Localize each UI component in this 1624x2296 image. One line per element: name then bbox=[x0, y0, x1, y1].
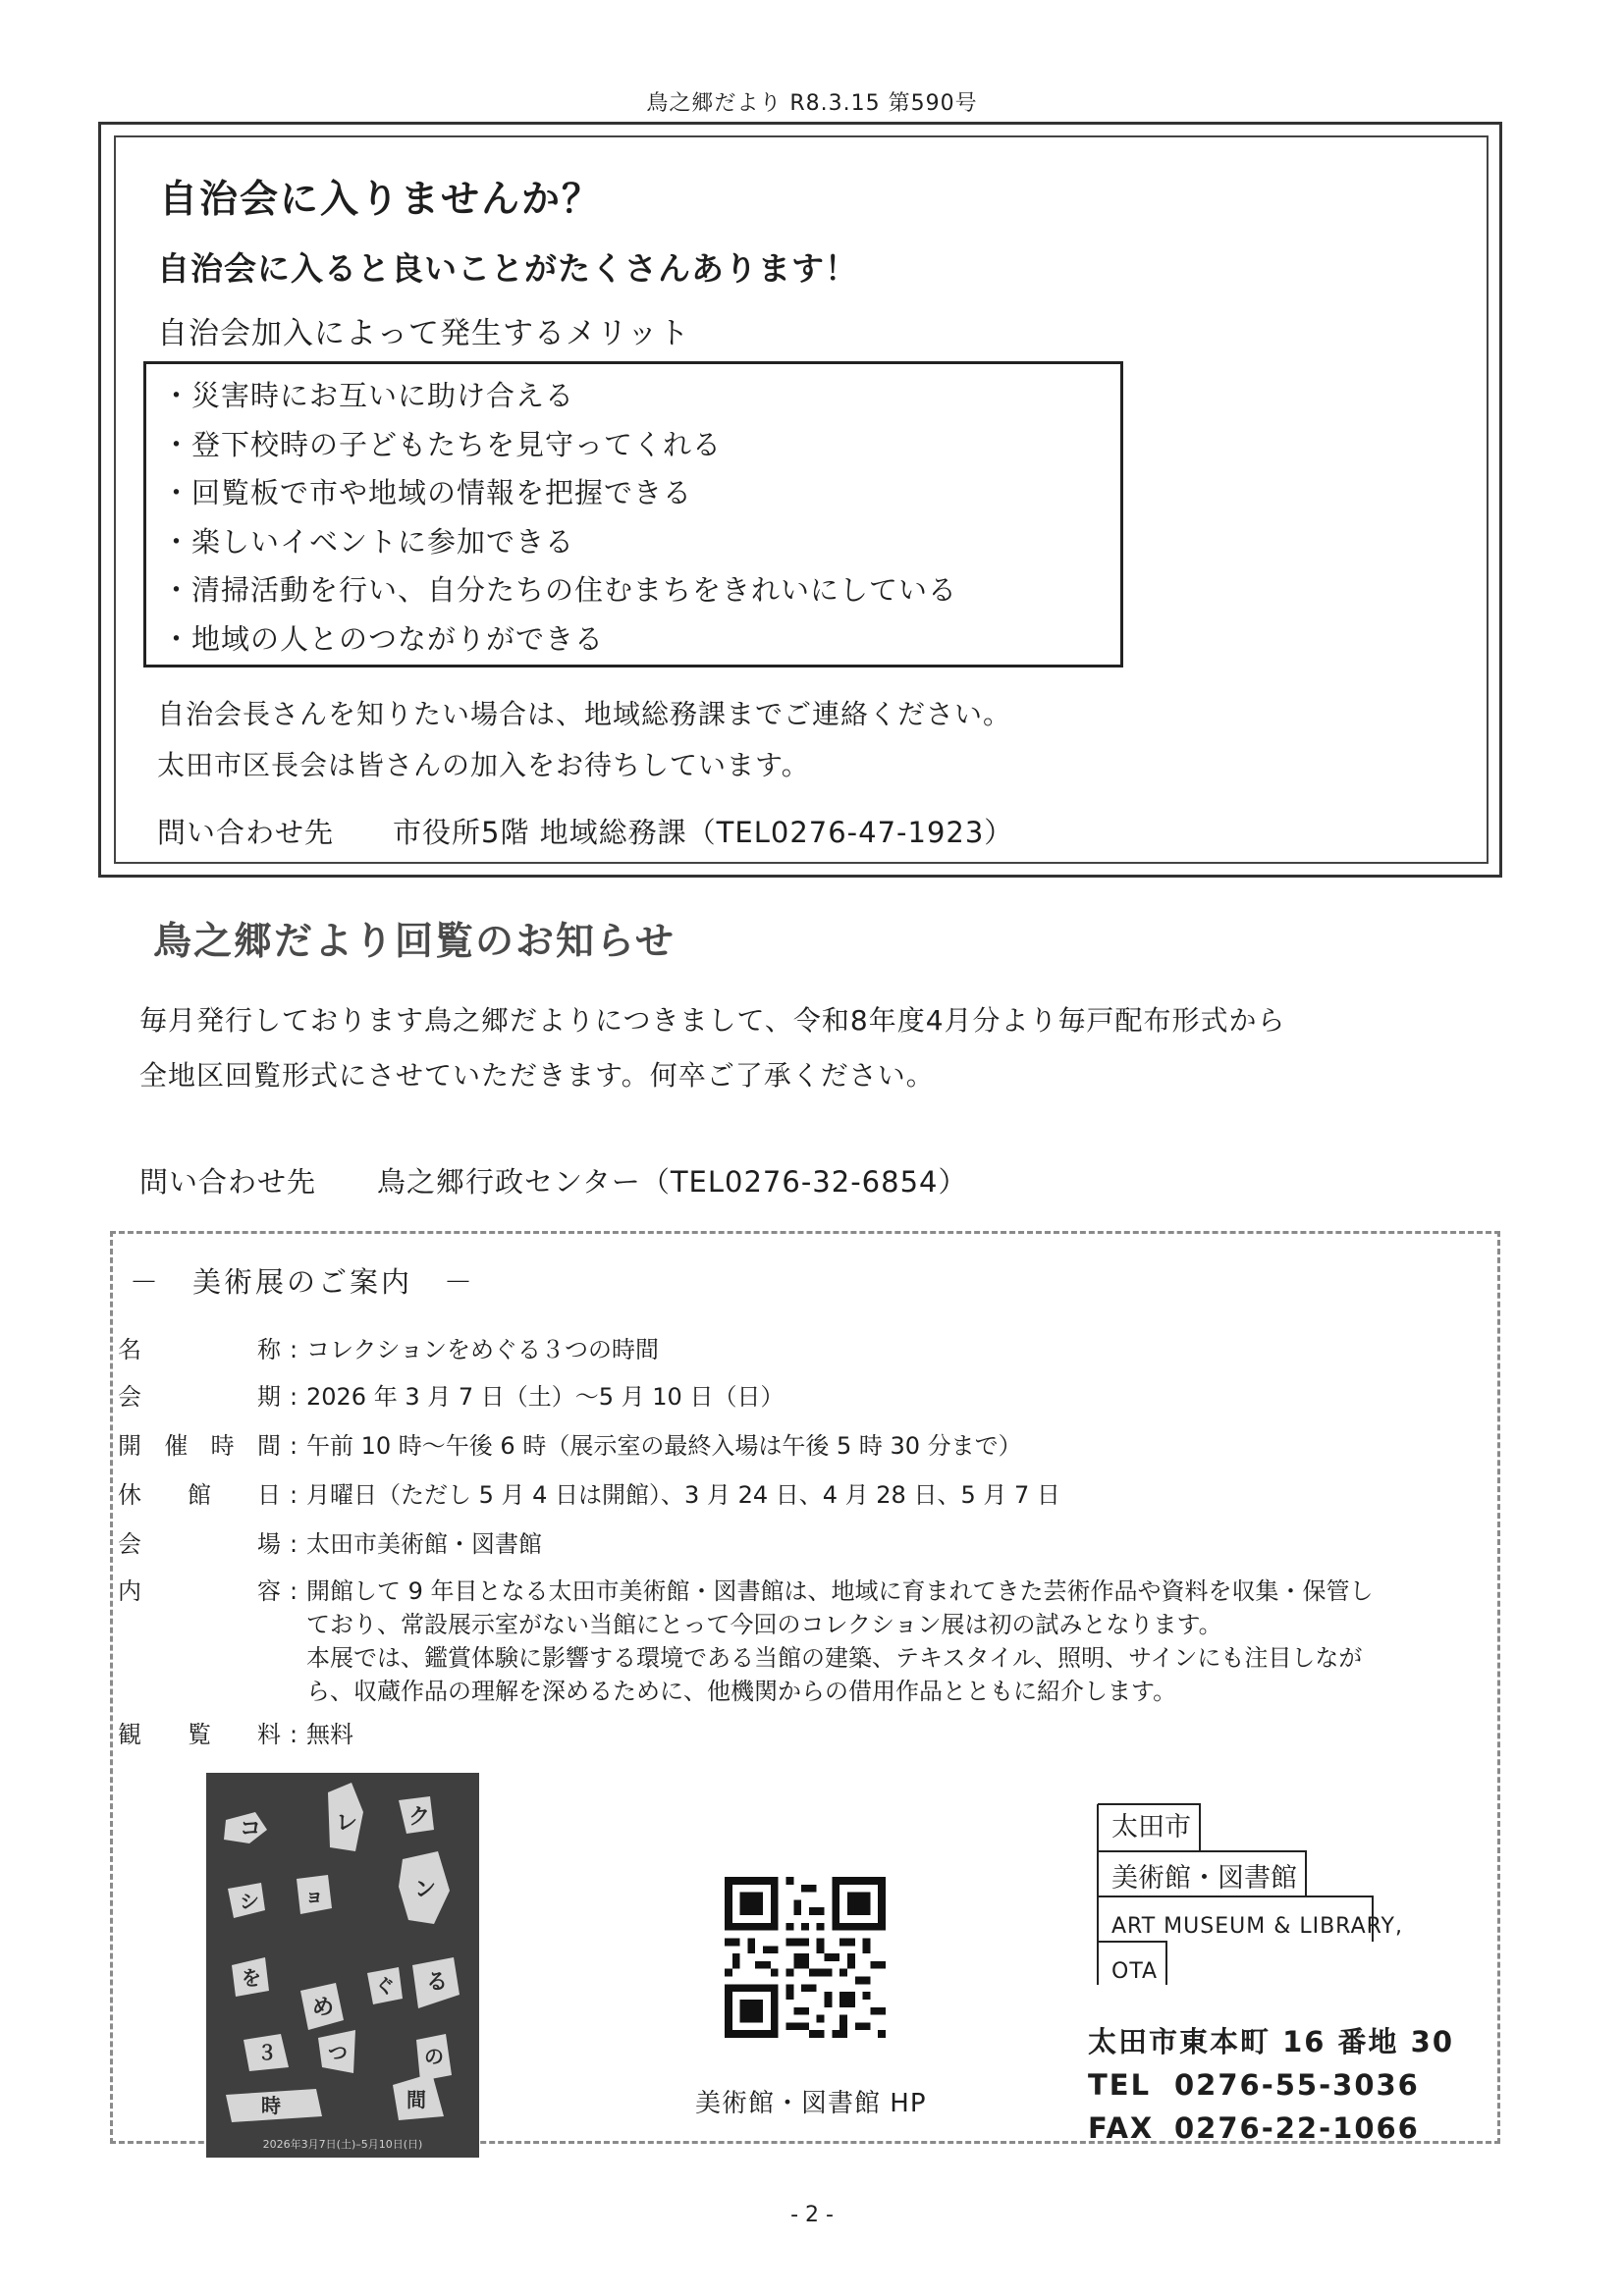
row-value: ら、収蔵作品の理解を深めるために、他機関からの借用作品とともに紹介します。 bbox=[306, 1678, 1177, 1705]
row-value: 無料 bbox=[306, 1721, 353, 1748]
merit-item: ・登下校時の子どもたちを見守ってくれる bbox=[162, 427, 723, 461]
svg-text:つ: つ bbox=[328, 2041, 348, 2064]
row-value: ており、常設展示室がない当館にとって今回のコレクション展は初の試みとなります。 bbox=[306, 1611, 1222, 1638]
svg-text:間: 間 bbox=[406, 2088, 426, 2111]
svg-text:時: 時 bbox=[261, 2094, 281, 2117]
association-title: 自治会に入りませんか？ bbox=[159, 178, 603, 222]
museum-logo bbox=[1104, 1802, 1403, 1995]
logo-text-city: 太田市 bbox=[1111, 1812, 1191, 1842]
exhibition-row-venue: 会 場 : 太田市美術館・図書館 bbox=[118, 1527, 1504, 1561]
svg-text:の: の bbox=[424, 2045, 444, 2068]
merits-heading: 自治会加入によって発生するメリット bbox=[157, 316, 690, 351]
logo-text-english: ART MUSEUM & LIBRARY, bbox=[1111, 1914, 1403, 1939]
logo-text-museum: 美術館・図書館 bbox=[1111, 1863, 1297, 1894]
svg-text:ク: ク bbox=[408, 1805, 431, 1830]
contact-value: 市役所5階 地域総務課（TEL0276-47-1923） bbox=[393, 816, 1014, 849]
svg-text:シ: シ bbox=[240, 1890, 259, 1913]
page-number: - 2 - bbox=[790, 2203, 834, 2227]
exhibition-row-closed: 休 館 日 : 月曜日（ただし 5 月 4 日は開館）、3 月 24 日、4 月 28 日、5 月 7 日 bbox=[118, 1478, 1504, 1512]
row-label: 開 催 時 間 bbox=[118, 1432, 281, 1460]
exhibition-row-name: 名 称 : コレクションをめぐる３つの時間 bbox=[118, 1333, 1504, 1366]
association-contact bbox=[157, 811, 1013, 851]
page-header: 鳥之郷だより R8.3.15 第590号 bbox=[646, 91, 978, 116]
svg-text:る: る bbox=[426, 1970, 449, 1995]
exhibition-title: － 美術展のご案内 － bbox=[130, 1265, 476, 1299]
logo-text-ota: OTA bbox=[1111, 1959, 1159, 1984]
poster-art bbox=[206, 1773, 479, 2158]
contact-value: 鳥之郷行政センター（TEL0276-32-6854） bbox=[377, 1165, 968, 1199]
exhibition-poster bbox=[206, 1773, 479, 2158]
svg-text:ン: ン bbox=[414, 1878, 437, 1902]
logo-frame-lines bbox=[1096, 1798, 1390, 1991]
merits-box bbox=[143, 361, 1123, 667]
merit-item: ・災害時にお互いに助け合える bbox=[162, 379, 575, 412]
row-value: 開館して 9 年目となる太田市美術館・図書館は、地域に育まれてきた芸術作品や資料を収集・保管し bbox=[306, 1577, 1374, 1605]
association-note-2: 太田市区長会は皆さんの加入をお待ちしています。 bbox=[157, 749, 810, 781]
merit-item: ・清掃活動を行い、自分たちの住むまちをきれいにしている bbox=[162, 573, 958, 607]
row-value: 月曜日（ただし 5 月 4 日は開館）、3 月 24 日、4 月 28 日、5 月 7 日 bbox=[306, 1481, 1060, 1509]
circulation-text-1: 毎月発行しております鳥之郷だよりにつきまして、令和8年度4月分より毎戸配布形式から bbox=[139, 1004, 1286, 1037]
row-label: 内 容 bbox=[118, 1577, 281, 1605]
row-value: コレクションをめぐる３つの時間 bbox=[306, 1336, 660, 1363]
svg-text:2026年3月7日(土)–5月10日(日): 2026年3月7日(土)–5月10日(日) bbox=[262, 2138, 423, 2151]
merit-item: ・楽しいイベントに参加できる bbox=[162, 524, 575, 559]
row-label: 観 覧 料 bbox=[118, 1721, 281, 1748]
museum-tel: TEL 0276-55-3036 bbox=[1088, 2068, 1420, 2102]
svg-text:を: を bbox=[242, 1966, 261, 1990]
contact-label: 問い合わせ先 bbox=[157, 816, 335, 849]
circulation-title: 鳥之郷だより回覧のお知らせ bbox=[153, 920, 676, 964]
row-label: 休 館 日 bbox=[118, 1481, 281, 1509]
exhibition-row-hours: 開 催 時 間 : 午前 10 時～午後 6 時（展示室の最終入場は午後 5 時 30 分まで） bbox=[118, 1429, 1504, 1463]
svg-text:め: め bbox=[312, 1996, 335, 2020]
exhibition-row-fee: 観 覧 料 : 無料 bbox=[118, 1718, 1504, 1751]
row-label: 会 期 bbox=[118, 1383, 281, 1411]
association-note-1: 自治会長さんを知りたい場合は、地域総務課までご連絡ください。 bbox=[157, 698, 1012, 730]
svg-text:３: ３ bbox=[257, 2041, 277, 2064]
museum-address-block bbox=[1088, 2020, 1454, 2150]
svg-text:ョ: ョ bbox=[304, 1884, 324, 1907]
row-label: 名 称 bbox=[118, 1336, 281, 1363]
exhibition-row-content: 内 容 : 開館して 9 年目となる太田市美術館・図書館は、地域に育まれてきた芸術作品や資料を収集・保管し ており、常設展示室がない当館にとって今回のコレクション展は初の試みとなります。 本展では、鑑賞体験に影響する環境である当館の建築、テキスタイル、照明、サインにも注目しなが ら、収蔵作品の理解を深めるために、他機関からの借用作品とともに紹介します。 bbox=[118, 1575, 1504, 1708]
circulation-text-2: 全地区回覧形式にさせていただきます。何卒ご了承ください。 bbox=[139, 1059, 935, 1092]
merit-item: ・地域の人とのつながりができる bbox=[162, 621, 605, 656]
qr-caption: 美術館・図書館 HP bbox=[695, 2089, 927, 2118]
row-value: 午前 10 時～午後 6 時（展示室の最終入場は午後 5 時 30 分まで） bbox=[306, 1432, 1022, 1460]
svg-text:ぐ: ぐ bbox=[375, 1974, 395, 1998]
row-value: 本展では、鑑賞体験に影響する環境である当館の建築、テキスタイル、照明、サインにも注目しなが bbox=[306, 1644, 1363, 1672]
exhibition-row-period: 会 期 : 2026 年 3 月 7 日（土）～5 月 10 日（日） bbox=[118, 1380, 1504, 1414]
qr-code[interactable] bbox=[725, 1877, 886, 2038]
qr-code-icon bbox=[725, 1877, 886, 2038]
association-subtitle: 自治会に入ると良いことがたくさんあります！ bbox=[157, 249, 858, 288]
merit-item: ・回覧板で市や地域の情報を把握できる bbox=[162, 476, 693, 509]
contact-label: 問い合わせ先 bbox=[139, 1165, 317, 1199]
svg-text:コ: コ bbox=[240, 1817, 262, 1842]
circulation-contact bbox=[139, 1160, 967, 1201]
row-value: 2026 年 3 月 7 日（土）～5 月 10 日（日） bbox=[306, 1383, 785, 1411]
row-value: 太田市美術館・図書館 bbox=[306, 1530, 542, 1558]
museum-fax: FAX 0276-22-1066 bbox=[1088, 2111, 1420, 2145]
museum-address: 太田市東本町 16 番地 30 bbox=[1088, 2025, 1455, 2058]
row-label: 会 場 bbox=[118, 1530, 281, 1558]
svg-text:レ: レ bbox=[336, 1811, 358, 1836]
